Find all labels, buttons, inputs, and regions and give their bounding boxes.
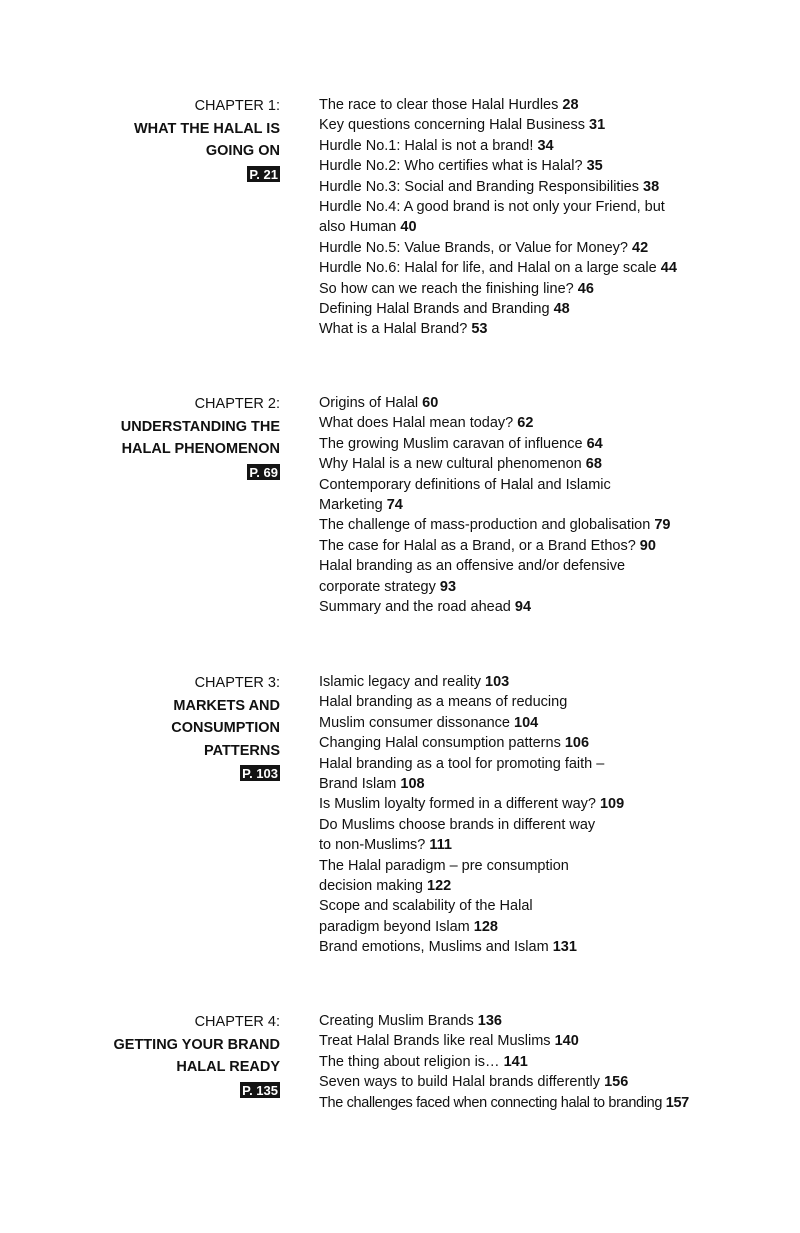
- chapter-title-line: HALAL READY: [176, 1059, 280, 1075]
- toc-entry-text: Seven ways to build Halal brands differently: [319, 1074, 601, 1091]
- toc-entry-text: Do Muslims choose brands in different way: [319, 816, 596, 833]
- toc-entry: [319, 794, 759, 814]
- toc-entry-page: 31: [589, 117, 606, 134]
- toc-entry-text: paradigm beyond Islam: [319, 918, 470, 935]
- toc-entry: [319, 495, 759, 515]
- toc-entry-page: 74: [386, 497, 403, 514]
- toc-entry: [319, 692, 759, 712]
- toc-entry-page: 108: [400, 776, 425, 793]
- toc-entry-page: 46: [577, 280, 594, 297]
- chapter-title-line: HALAL PHENOMENON: [121, 441, 280, 457]
- toc-entry-page: 40: [400, 219, 417, 236]
- toc-entry-text: Is Muslim loyalty formed in a different way?: [319, 796, 596, 813]
- chapter-label: CHAPTER 4:: [194, 1014, 280, 1030]
- toc-entry: [319, 876, 759, 896]
- chapter-entries: [319, 393, 759, 617]
- toc-entry: [319, 672, 759, 692]
- chapter-heading: [60, 672, 280, 786]
- toc-entry: [319, 733, 759, 753]
- toc-entry: [319, 815, 759, 835]
- toc-entry-page: 38: [643, 178, 660, 195]
- toc-entry-text: Brand Islam: [319, 776, 397, 793]
- chapter-entries: [319, 95, 759, 340]
- toc-entry-text: also Human: [319, 219, 397, 236]
- chapter-title-line: PATTERNS: [204, 742, 280, 759]
- chapter-title-line: WHAT THE HALAL IS: [133, 120, 280, 137]
- toc-entry-text: Origins of Halal: [319, 395, 419, 411]
- toc-entry-page: 157: [665, 1094, 689, 1111]
- toc-entry-text: What is a Halal Brand?: [319, 321, 468, 338]
- toc-entry-page: 44: [660, 260, 677, 277]
- toc-entry-text: Hurdle No.4: A good brand is not only your Friend, but: [319, 199, 665, 216]
- chapter-heading: [60, 95, 280, 186]
- toc-entry-page: 109: [599, 796, 625, 813]
- toc-entry-text: The challenge of mass-production and globalisation: [319, 517, 651, 534]
- toc-entry-page: 94: [514, 599, 532, 616]
- toc-entry-page: 64: [586, 435, 603, 452]
- toc-entry-text: The growing Muslim caravan of influence: [319, 435, 583, 452]
- toc-entry-text: Summary and the road ahead: [319, 599, 511, 616]
- toc-entry: [319, 1072, 759, 1092]
- toc-entry: [319, 1093, 759, 1113]
- toc-entry-text: Why Halal is a new cultural phenomenon: [319, 456, 582, 473]
- toc-entry-page: 42: [632, 239, 649, 256]
- toc-entry-page: 48: [553, 301, 570, 318]
- toc-entry: [319, 454, 759, 474]
- toc-entry: [319, 556, 759, 576]
- toc-entry-page: 128: [473, 918, 498, 935]
- toc-entry-page: 68: [585, 456, 602, 473]
- toc-entry: [319, 197, 759, 217]
- toc-entry-text: Halal branding as a tool for promoting faith –: [319, 755, 605, 772]
- toc-entry: [319, 754, 759, 774]
- toc-entry-text: Muslim consumer dissonance: [319, 714, 510, 731]
- toc-entry-page: 103: [485, 674, 510, 690]
- chapter-label: CHAPTER 1:: [194, 98, 280, 114]
- toc-entry-text: Hurdle No.1: Halal is not a brand!: [319, 137, 534, 154]
- toc-entry: [319, 917, 759, 937]
- chapter-title-line: GOING ON: [205, 143, 280, 159]
- chapter-entries: [319, 1011, 759, 1113]
- toc-entry: [319, 475, 759, 495]
- toc-entry-page: 131: [552, 939, 577, 956]
- toc-entry-page: 28: [562, 97, 579, 113]
- toc-entry-text: The Halal paradigm – pre consumption: [319, 857, 569, 874]
- toc-entry-page: 90: [639, 537, 656, 554]
- chapter-label: CHAPTER 2:: [194, 396, 280, 412]
- toc-entry-page: 136: [477, 1013, 502, 1029]
- toc-entry: [319, 856, 759, 876]
- toc-entry: [319, 413, 759, 433]
- chapter-label: CHAPTER 3:: [194, 675, 280, 691]
- toc-entry-text: Key questions concerning Halal Business: [319, 117, 585, 134]
- toc-entry-text: Halal branding as a means of reducing: [319, 694, 568, 711]
- toc-entry: [319, 238, 759, 258]
- toc-entry: [319, 536, 759, 556]
- toc-entry-text: Brand emotions, Muslims and Islam: [319, 939, 549, 956]
- toc-entry-page: 156: [604, 1074, 629, 1091]
- toc-entry-page: 60: [422, 395, 439, 411]
- toc-entry-text: Hurdle No.5: Value Brands, or Value for Money?: [319, 239, 628, 256]
- toc-entry-text: Hurdle No.6: Halal for life, and Halal on a large scale: [319, 260, 657, 277]
- chapter-title-line: CONSUMPTION: [171, 720, 280, 736]
- toc-entry-page: 122: [427, 878, 452, 895]
- toc-entry: [319, 1052, 759, 1072]
- chapter-page-badge: P. 69: [249, 464, 278, 480]
- toc-entry: [319, 156, 759, 176]
- toc-entry-text: Hurdle No.2: Who certifies what is Halal?: [319, 158, 583, 175]
- toc-entry-text: corporate strategy: [319, 578, 436, 595]
- toc-entry: [319, 115, 759, 135]
- toc-entry: [319, 937, 759, 957]
- chapter-title-line: MARKETS AND: [173, 697, 280, 714]
- toc-entry: [319, 217, 759, 237]
- toc-entry-text: The challenges faced when connecting halal to branding: [319, 1094, 663, 1111]
- toc-entry: [319, 713, 759, 733]
- toc-entry-page: 141: [503, 1053, 528, 1070]
- toc-entry-text: Changing Halal consumption patterns: [319, 735, 561, 752]
- toc-entry: [319, 279, 759, 299]
- toc-entry: [319, 896, 759, 916]
- toc-entry-text: The thing about religion is…: [319, 1053, 500, 1070]
- toc-entry-text: Hurdle No.3: Social and Branding Responsibilities: [319, 178, 639, 195]
- chapter-title-line: GETTING YOUR BRAND: [113, 1036, 280, 1053]
- chapter-page-badge: P. 135: [242, 1082, 278, 1098]
- toc-entry-page: 79: [654, 517, 671, 534]
- chapter-heading: [60, 1011, 280, 1102]
- toc-entry: [319, 597, 759, 617]
- toc-entry-text: Creating Muslim Brands: [319, 1013, 474, 1029]
- toc-entry: [319, 577, 759, 597]
- chapter-page-badge: P. 103: [242, 766, 278, 781]
- chapter-title-line: UNDERSTANDING THE: [120, 418, 280, 435]
- toc-entry-text: Treat Halal Brands like real Muslims: [319, 1033, 551, 1050]
- toc-entry-page: 53: [471, 321, 488, 338]
- toc-entry-text: So how can we reach the finishing line?: [319, 280, 574, 297]
- toc-entry-text: to non-Muslims?: [319, 837, 426, 854]
- toc-entry-page: 104: [514, 714, 539, 731]
- toc-entry-page: 93: [439, 578, 457, 595]
- toc-entry-text: Defining Halal Brands and Branding: [319, 301, 550, 318]
- toc-entry-text: Halal branding as an offensive and/or defensive: [319, 558, 626, 575]
- chapter-entries: [319, 672, 759, 958]
- toc-entry-page: 140: [554, 1033, 579, 1050]
- toc-entry: [319, 258, 759, 278]
- toc-entry-text: The case for Halal as a Brand, or a Brand Ethos?: [319, 537, 636, 554]
- toc-entry: [319, 515, 759, 535]
- toc-entry-page: 111: [429, 837, 452, 854]
- toc-entry: [319, 774, 759, 794]
- toc-entry-page: 62: [517, 415, 534, 432]
- toc-entry: [319, 393, 759, 413]
- toc-entry: [319, 136, 759, 156]
- toc-entry-text: The race to clear those Halal Hurdles: [319, 97, 559, 113]
- toc-entry: [319, 319, 759, 339]
- toc-entry-page: 34: [537, 137, 554, 154]
- toc-entry-text: Marketing: [319, 497, 383, 514]
- toc-entry-page: 35: [586, 158, 603, 175]
- chapter-page-badge: P. 21: [249, 166, 278, 182]
- toc-entry-text: What does Halal mean today?: [319, 415, 514, 432]
- toc-entry-text: Contemporary definitions of Halal and Islamic: [319, 476, 611, 493]
- toc-entry: [319, 1031, 759, 1051]
- toc-entry-text: Islamic legacy and reality: [319, 674, 481, 690]
- toc-entry: [319, 95, 759, 115]
- toc-entry: [319, 835, 759, 855]
- toc-entry: [319, 177, 759, 197]
- toc-entry: [319, 434, 759, 454]
- toc-entry: [319, 1011, 759, 1031]
- toc-entry: [319, 299, 759, 319]
- chapter-heading: [60, 393, 280, 484]
- toc-entry-text: decision making: [319, 878, 423, 895]
- toc-entry-text: Scope and scalability of the Halal: [319, 898, 533, 915]
- toc-entry-page: 106: [564, 735, 590, 752]
